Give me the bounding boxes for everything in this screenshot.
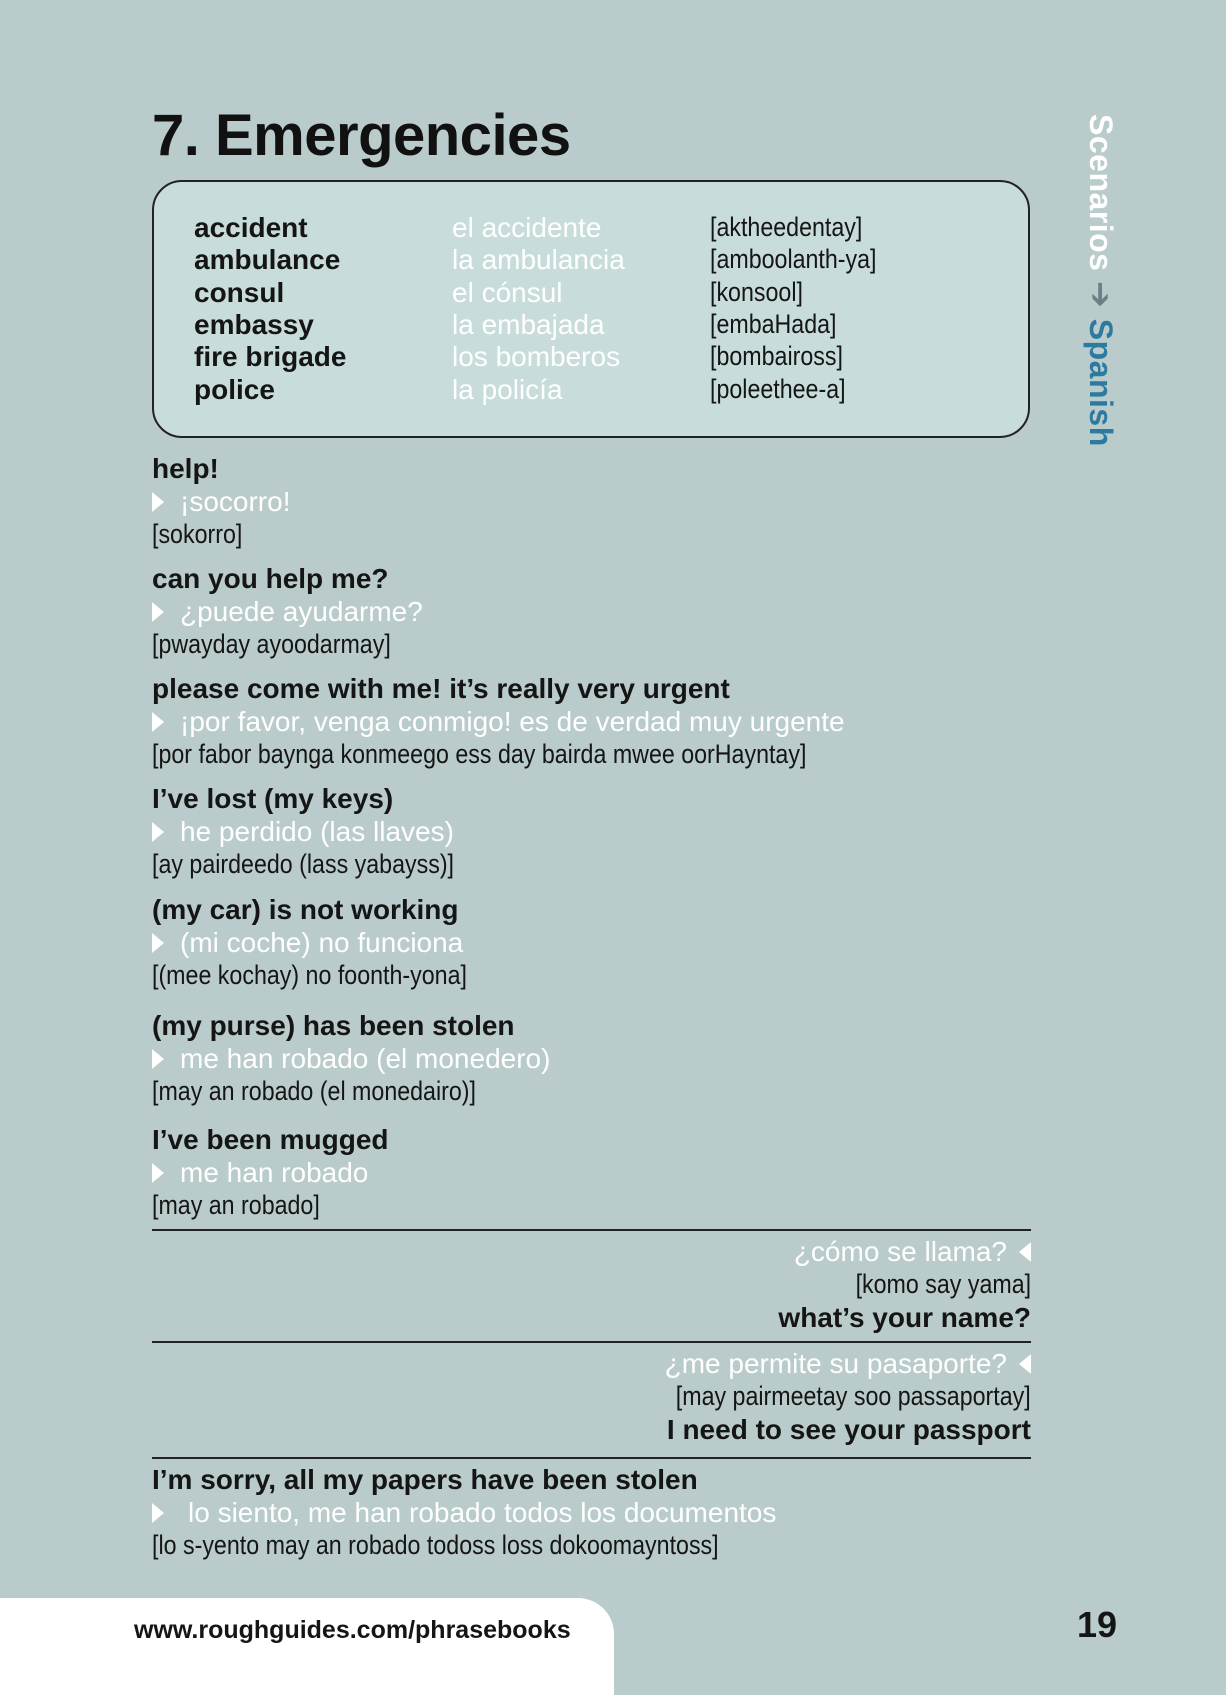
phrase-spanish-text: (mi coche) no funciona — [180, 927, 464, 958]
vocab-row — [194, 244, 1028, 276]
triangle-right-icon — [152, 1503, 164, 1523]
triangle-right-icon — [152, 712, 164, 732]
section-label: Scenarios — [1083, 114, 1119, 272]
vocab-spanish: la embajada — [452, 309, 605, 340]
phrase-spanish-text: ¡socorro! — [180, 486, 291, 517]
page-number: 19 — [1077, 1604, 1118, 1645]
phrase-spanish-text: me han robado — [180, 1157, 369, 1188]
phrase-pronunciation: [lo s-yento may an robado todoss loss dokoomayntoss] — [152, 1530, 719, 1560]
question-block — [152, 1235, 1031, 1334]
phrase-english: (my purse) has been stolen — [152, 1010, 515, 1041]
phrase-pronunciation: [(mee kochay) no foonth-yona] — [152, 960, 467, 990]
vocab-row — [194, 341, 1028, 373]
phrase-spanish-text: me han robado (el monedero) — [180, 1043, 551, 1074]
phrase-spanish-text: he perdido (las llaves) — [180, 816, 454, 847]
phrase-spanish — [152, 1042, 1032, 1075]
phrase-block — [152, 782, 1032, 881]
phrase-english: I’ve lost (my keys) — [152, 783, 394, 814]
divider — [152, 1457, 1031, 1459]
triangle-right-icon — [152, 602, 164, 622]
vocab-spanish: el accidente — [452, 212, 602, 243]
phrase-block — [152, 1009, 1032, 1108]
question-pronunciation — [152, 1268, 1031, 1301]
triangle-right-icon — [152, 933, 164, 953]
question-english: what’s your name? — [778, 1302, 1031, 1333]
phrase-spanish — [152, 705, 1032, 738]
vocab-english: consul — [194, 277, 285, 308]
arrow-right-icon: ➔ — [1083, 281, 1119, 309]
phrase-spanish — [152, 926, 1032, 959]
vocab-row — [194, 212, 1028, 244]
question-block — [152, 1347, 1031, 1446]
question-spanish-text: ¿me permite su pasaporte? — [664, 1348, 1007, 1379]
question-spanish — [152, 1347, 1031, 1380]
vocab-english: ambulance — [194, 244, 341, 275]
phrase-spanish — [152, 1496, 1032, 1529]
footer-tab — [0, 1598, 614, 1695]
phrase-english: can you help me? — [152, 563, 389, 594]
vocab-spanish: los bomberos — [452, 341, 621, 372]
vocab-row — [194, 374, 1028, 406]
vocab-spanish: la ambulancia — [452, 244, 625, 275]
divider — [152, 1341, 1031, 1343]
triangle-right-icon — [152, 1049, 164, 1069]
phrase-pronunciation: [may an robado (el monedairo)] — [152, 1076, 476, 1106]
vocab-pronunciation: [konsool] — [710, 277, 803, 307]
vocab-pronunciation: [amboolanth-ya] — [710, 244, 877, 274]
vocab-pronunciation: [bombaiross] — [710, 341, 843, 371]
phrase-pronunciation: [pwayday ayoodarmay] — [152, 629, 391, 659]
phrase-spanish-text: lo siento, me han robado todos los documentos — [188, 1497, 777, 1528]
phrase-english: I’m sorry, all my papers have been stolen — [152, 1464, 698, 1495]
triangle-left-icon — [1019, 1354, 1031, 1374]
vocab-pronunciation: [aktheedentay] — [710, 212, 863, 242]
question-spanish — [152, 1235, 1031, 1268]
divider — [152, 1229, 1031, 1231]
phrase-pronunciation: [ay pairdeedo (lass yabayss)] — [152, 849, 455, 879]
phrase-spanish — [152, 815, 1032, 848]
question-pronunciation — [152, 1380, 1031, 1413]
triangle-right-icon — [152, 1163, 164, 1183]
language-label: Spanish — [1083, 318, 1119, 447]
phrase-english: please come with me! it’s really very urgent — [152, 673, 730, 704]
phrase-english: I’ve been mugged — [152, 1124, 389, 1155]
vocab-english: fire brigade — [194, 341, 347, 372]
triangle-left-icon — [1019, 1242, 1031, 1262]
phrase-block — [152, 672, 1032, 771]
phrase-block — [152, 562, 1032, 661]
triangle-right-icon — [152, 492, 164, 512]
section-side-tab — [1082, 114, 1120, 447]
question-spanish-text: ¿cómo se llama? — [793, 1236, 1007, 1267]
vocab-spanish: la policía — [452, 374, 563, 405]
vocab-box — [152, 180, 1030, 438]
phrase-english: (my car) is not working — [152, 894, 459, 925]
question-pronunciation-text: [komo say yama] — [855, 1269, 1031, 1299]
vocab-spanish: el cónsul — [452, 277, 563, 308]
footer-url[interactable]: www.roughguides.com/phrasebooks — [134, 1616, 571, 1644]
page-title: 7. Emergencies — [152, 103, 571, 168]
phrase-pronunciation: [sokorro] — [152, 519, 243, 549]
triangle-right-icon — [152, 822, 164, 842]
vocab-row — [194, 277, 1028, 309]
question-pronunciation-text: [may pairmeetay soo passaportay] — [676, 1381, 1031, 1411]
phrase-block — [152, 1123, 1032, 1222]
phrase-spanish — [152, 595, 1032, 628]
phrase-english: help! — [152, 453, 219, 484]
vocab-row — [194, 309, 1028, 341]
vocab-pronunciation: [embaHada] — [710, 309, 837, 339]
phrase-block — [152, 893, 1032, 992]
phrase-pronunciation: [may an robado] — [152, 1190, 320, 1220]
phrase-block — [152, 1463, 1032, 1562]
vocab-english: accident — [194, 212, 308, 243]
vocab-english: police — [194, 374, 275, 405]
vocab-pronunciation: [poleethee-a] — [710, 374, 846, 404]
phrase-block — [152, 452, 1032, 551]
phrase-spanish-text: ¡por favor, venga conmigo! es de verdad muy urgente — [180, 706, 845, 737]
phrase-spanish — [152, 1156, 1032, 1189]
phrase-spanish-text: ¿puede ayudarme? — [180, 596, 423, 627]
question-english: I need to see your passport — [666, 1414, 1031, 1445]
phrase-pronunciation: [por fabor baynga konmeego ess day bairda mwee oorHayntay] — [152, 739, 807, 769]
phrase-spanish — [152, 485, 1032, 518]
vocab-english: embassy — [194, 309, 314, 340]
